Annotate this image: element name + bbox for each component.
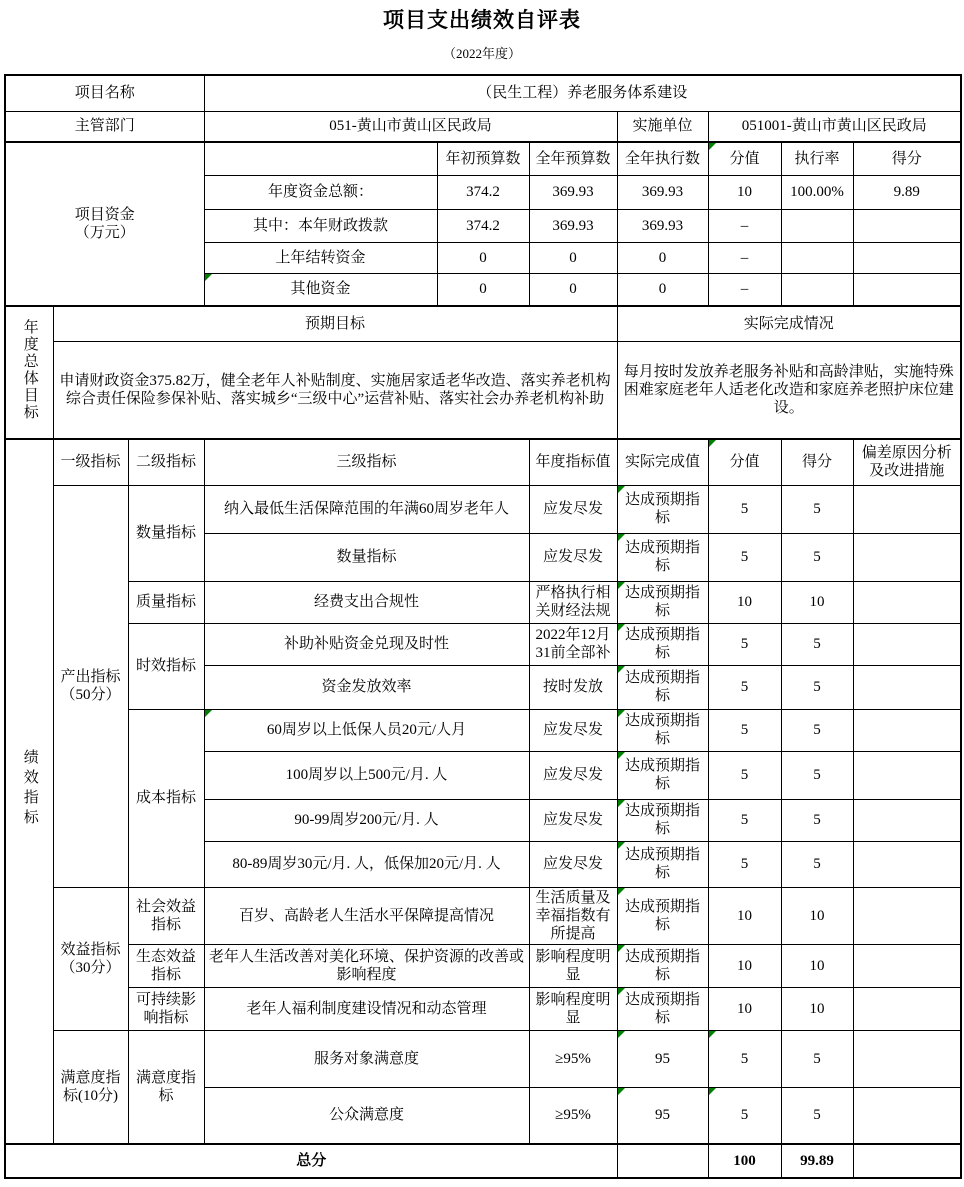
indicator-actual-cell: 95	[617, 1030, 708, 1087]
indicator-name-cell: 资金发放效率	[204, 665, 529, 709]
indicator-points-cell: 5	[708, 623, 781, 665]
department-value-cell: 051-黄山市黄山区民政局	[204, 111, 617, 142]
project-name-row	[5, 75, 961, 111]
funding-section-label-cell	[5, 142, 204, 306]
page-subtitle: （2022年度）	[442, 46, 521, 61]
funding-section-label-line1: 项目资金	[74, 207, 135, 223]
indicator-name-cell: 老年人生活改善对美化环境、保护资源的改善或影响程度	[204, 944, 529, 987]
indicator-actual-cell: 达成预期指标	[617, 709, 708, 751]
funding-rate-value: 100.00%	[781, 175, 853, 209]
indicator-score-cell: 10	[781, 581, 853, 623]
department-row	[5, 111, 961, 142]
indicator-score-cell: 5	[781, 1030, 853, 1087]
indicator-name-cell: 老年人福利制度建设情况和动态管理	[204, 987, 529, 1030]
indicator-level2-cell: 生态效益指标	[128, 944, 204, 987]
funding-annual-value: 369.93	[529, 175, 617, 209]
goal-actual-text-cell: 每月按时发放养老服务补贴和高龄津贴，实施特殊困难家庭老年人适老化改造和家庭养老照护床位建设。	[617, 341, 961, 439]
funding-col-points: 分值	[708, 142, 781, 175]
indicator-deviation-cell	[853, 944, 961, 987]
total-label-cell: 总分	[5, 1144, 617, 1178]
indicator-actual-cell: 达成预期指标	[617, 581, 708, 623]
indicator-score-cell: 5	[781, 665, 853, 709]
indicator-row	[5, 485, 961, 533]
funding-executed-value: 369.93	[617, 209, 708, 242]
indicator-points-cell: 5	[708, 841, 781, 887]
funding-row-label: 上年结转资金	[204, 242, 437, 273]
funding-points-value: 10	[708, 175, 781, 209]
indicator-deviation-cell	[853, 709, 961, 751]
indicator-deviation-cell	[853, 623, 961, 665]
indicator-actual-cell: 达成预期指标	[617, 944, 708, 987]
funding-col-executed: 全年执行数	[617, 142, 708, 175]
indicator-points-cell: 10	[708, 987, 781, 1030]
indicator-name-cell: 纳入最低生活保障范围的年满60周岁老年人	[204, 485, 529, 533]
indicator-level2-cell: 质量指标	[128, 581, 204, 623]
indicator-points-cell: 5	[708, 665, 781, 709]
funding-row-label: 年度资金总额：	[204, 175, 437, 209]
total-points-cell: 100	[708, 1144, 781, 1178]
indicators-col-target: 年度指标值	[529, 439, 617, 485]
indicator-deviation-cell	[853, 581, 961, 623]
indicators-col-score: 得分	[781, 439, 853, 485]
indicator-actual-cell: 达成预期指标	[617, 887, 708, 944]
indicator-name-cell: 公众满意度	[204, 1087, 529, 1144]
indicator-score-cell: 5	[781, 841, 853, 887]
funding-rate-value	[781, 242, 853, 273]
funding-score-value: 9.89	[853, 175, 961, 209]
indicator-row	[5, 623, 961, 665]
indicator-row	[5, 709, 961, 751]
funding-col-rate: 执行率	[781, 142, 853, 175]
indicator-name-cell: 90-99周岁200元/月. 人	[204, 799, 529, 841]
indicators-col-points: 分值	[708, 439, 781, 485]
indicator-level1-cell: 效益指标（30分）	[53, 887, 128, 1030]
indicator-level2-cell: 数量指标	[128, 485, 204, 581]
indicator-row	[5, 581, 961, 623]
indicator-points-cell: 5	[708, 751, 781, 799]
goal-text-row	[5, 341, 961, 439]
funding-executed-value: 0	[617, 242, 708, 273]
goal-expected-header-cell: 预期目标	[53, 306, 617, 341]
indicator-level1-cell: 产出指标（50分）	[53, 485, 128, 887]
indicator-name-cell: 百岁、高龄老人生活水平保障提高情况	[204, 887, 529, 944]
indicator-target-cell: ≥95%	[529, 1087, 617, 1144]
funding-points-value: –	[708, 209, 781, 242]
indicator-actual-cell: 达成预期指标	[617, 751, 708, 799]
indicator-row	[5, 944, 961, 987]
indicator-target-cell: 应发尽发	[529, 751, 617, 799]
indicator-target-cell: 严格执行相关财经法规	[529, 581, 617, 623]
funding-row-label: 其他资金	[204, 273, 437, 306]
funding-points-value: –	[708, 273, 781, 306]
project-name-value-cell: （民生工程）养老服务体系建设	[204, 75, 961, 111]
goal-header-row	[5, 306, 961, 341]
indicator-target-cell: 影响程度明显	[529, 944, 617, 987]
funding-points-value: –	[708, 242, 781, 273]
indicator-actual-cell: 达成预期指标	[617, 987, 708, 1030]
funding-annual-value: 0	[529, 273, 617, 306]
indicator-points-cell: 5	[708, 1087, 781, 1144]
self-evaluation-table	[4, 74, 962, 1179]
indicator-target-cell: 影响程度明显	[529, 987, 617, 1030]
funding-score-value	[853, 242, 961, 273]
indicator-level2-cell: 成本指标	[128, 709, 204, 887]
indicator-target-cell: ≥95%	[529, 1030, 617, 1087]
indicators-col-deviation: 偏差原因分析及改进措施	[853, 439, 961, 485]
funding-executed-value: 369.93	[617, 175, 708, 209]
indicator-name-cell: 80-89周岁30元/月. 人，低保加20元/月. 人	[204, 841, 529, 887]
indicator-points-cell: 5	[708, 533, 781, 581]
indicator-points-cell: 5	[708, 1030, 781, 1087]
indicator-name-cell: 100周岁以上500元/月. 人	[204, 751, 529, 799]
indicator-actual-cell: 达成预期指标	[617, 533, 708, 581]
implement-unit-label-cell: 实施单位	[617, 111, 708, 142]
goal-actual-header-cell: 实际完成情况	[617, 306, 961, 341]
indicator-row	[5, 887, 961, 944]
indicator-points-cell: 5	[708, 485, 781, 533]
indicator-level2-cell: 满意度指标	[128, 1030, 204, 1144]
funding-rate-value	[781, 273, 853, 306]
indicator-actual-cell: 达成预期指标	[617, 799, 708, 841]
indicator-score-cell: 10	[781, 987, 853, 1030]
funding-col-annual-budget: 全年预算数	[529, 142, 617, 175]
implement-unit-value-cell: 051001-黄山市黄山区民政局	[708, 111, 961, 142]
indicator-actual-cell: 达成预期指标	[617, 841, 708, 887]
indicator-actual-cell: 达成预期指标	[617, 623, 708, 665]
indicator-actual-cell: 95	[617, 1087, 708, 1144]
indicators-section-label-cell	[5, 439, 53, 1144]
indicator-points-cell: 10	[708, 887, 781, 944]
indicator-level2-cell: 时效指标	[128, 623, 204, 709]
indicator-points-cell: 5	[708, 709, 781, 751]
indicator-deviation-cell	[853, 751, 961, 799]
indicator-target-cell: 应发尽发	[529, 533, 617, 581]
indicators-col-level2: 二级指标	[128, 439, 204, 485]
funding-section-label-line2: （万元）	[74, 225, 135, 241]
total-deviation-cell	[853, 1144, 961, 1178]
indicator-points-cell: 5	[708, 799, 781, 841]
indicator-deviation-cell	[853, 841, 961, 887]
indicator-score-cell: 5	[781, 751, 853, 799]
indicator-deviation-cell	[853, 1087, 961, 1144]
indicator-level2-cell: 社会效益指标	[128, 887, 204, 944]
funding-score-value	[853, 273, 961, 306]
indicator-name-cell: 服务对象满意度	[204, 1030, 529, 1087]
indicators-col-actual: 实际完成值	[617, 439, 708, 485]
funding-initial-value: 374.2	[437, 175, 529, 209]
total-score-cell: 99.89	[781, 1144, 853, 1178]
goal-section-label-cell	[5, 306, 53, 439]
indicators-col-level1: 一级指标	[53, 439, 128, 485]
indicator-row	[5, 987, 961, 1030]
total-actual-cell	[617, 1144, 708, 1178]
indicator-target-cell: 应发尽发	[529, 485, 617, 533]
indicator-score-cell: 5	[781, 1087, 853, 1144]
indicator-target-cell: 应发尽发	[529, 709, 617, 751]
indicator-deviation-cell	[853, 1030, 961, 1087]
indicator-level2-cell: 可持续影响指标	[128, 987, 204, 1030]
project-name-label-cell: 项目名称	[5, 75, 204, 111]
indicator-score-cell: 5	[781, 709, 853, 751]
indicator-score-cell: 5	[781, 623, 853, 665]
indicator-deviation-cell	[853, 799, 961, 841]
funding-score-value	[853, 209, 961, 242]
indicator-deviation-cell	[853, 533, 961, 581]
funding-annual-value: 369.93	[529, 209, 617, 242]
page-title: 项目支出绩效自评表	[383, 8, 581, 32]
indicator-target-cell: 应发尽发	[529, 841, 617, 887]
funding-row-label: 其中：本年财政拨款	[204, 209, 437, 242]
funding-rate-value	[781, 209, 853, 242]
indicator-score-cell: 10	[781, 887, 853, 944]
indicator-score-cell: 5	[781, 485, 853, 533]
indicator-name-cell: 补助补贴资金兑现及时性	[204, 623, 529, 665]
indicator-target-cell: 应发尽发	[529, 799, 617, 841]
indicator-actual-cell: 达成预期指标	[617, 665, 708, 709]
indicator-target-cell: 按时发放	[529, 665, 617, 709]
indicator-score-cell: 5	[781, 799, 853, 841]
indicator-deviation-cell	[853, 485, 961, 533]
funding-executed-value: 0	[617, 273, 708, 306]
indicator-target-cell: 生活质量及幸福指数有所提高	[529, 887, 617, 944]
indicator-score-cell: 5	[781, 533, 853, 581]
funding-col-score: 得分	[853, 142, 961, 175]
indicator-target-cell: 2022年12月31前全部补	[529, 623, 617, 665]
indicator-actual-cell: 达成预期指标	[617, 485, 708, 533]
funding-initial-value: 0	[437, 273, 529, 306]
indicator-points-cell: 10	[708, 944, 781, 987]
funding-annual-value: 0	[529, 242, 617, 273]
goal-expected-text-cell: 申请财政资金375.82万，健全老年人补贴制度、实施居家适老华改造、落实养老机构综合责任保险参保补贴、落实城乡“三级中心”运营补贴、落实社会办养老机构补助	[53, 341, 617, 439]
indicators-section-label: 绩效指标	[21, 749, 38, 829]
indicator-name-cell: 经费支出合规性	[204, 581, 529, 623]
indicator-deviation-cell	[853, 887, 961, 944]
funding-initial-value: 0	[437, 242, 529, 273]
funding-blank-header-cell	[204, 142, 437, 175]
indicators-col-level3: 三级指标	[204, 439, 529, 485]
funding-initial-value: 374.2	[437, 209, 529, 242]
indicator-deviation-cell	[853, 987, 961, 1030]
funding-col-initial-budget: 年初预算数	[437, 142, 529, 175]
funding-header-row	[5, 142, 961, 175]
indicator-score-cell: 10	[781, 944, 853, 987]
indicator-name-cell: 60周岁以上低保人员20元/人月	[204, 709, 529, 751]
department-label-cell: 主管部门	[5, 111, 204, 142]
indicator-level1-cell: 满意度指标(10分)	[53, 1030, 128, 1144]
indicator-name-cell: 数量指标	[204, 533, 529, 581]
indicator-points-cell: 10	[708, 581, 781, 623]
total-row	[5, 1144, 961, 1178]
indicator-deviation-cell	[853, 665, 961, 709]
indicators-header-row	[5, 439, 961, 485]
indicator-row	[5, 1030, 961, 1087]
goal-section-label: 年度总体目标	[21, 319, 38, 421]
